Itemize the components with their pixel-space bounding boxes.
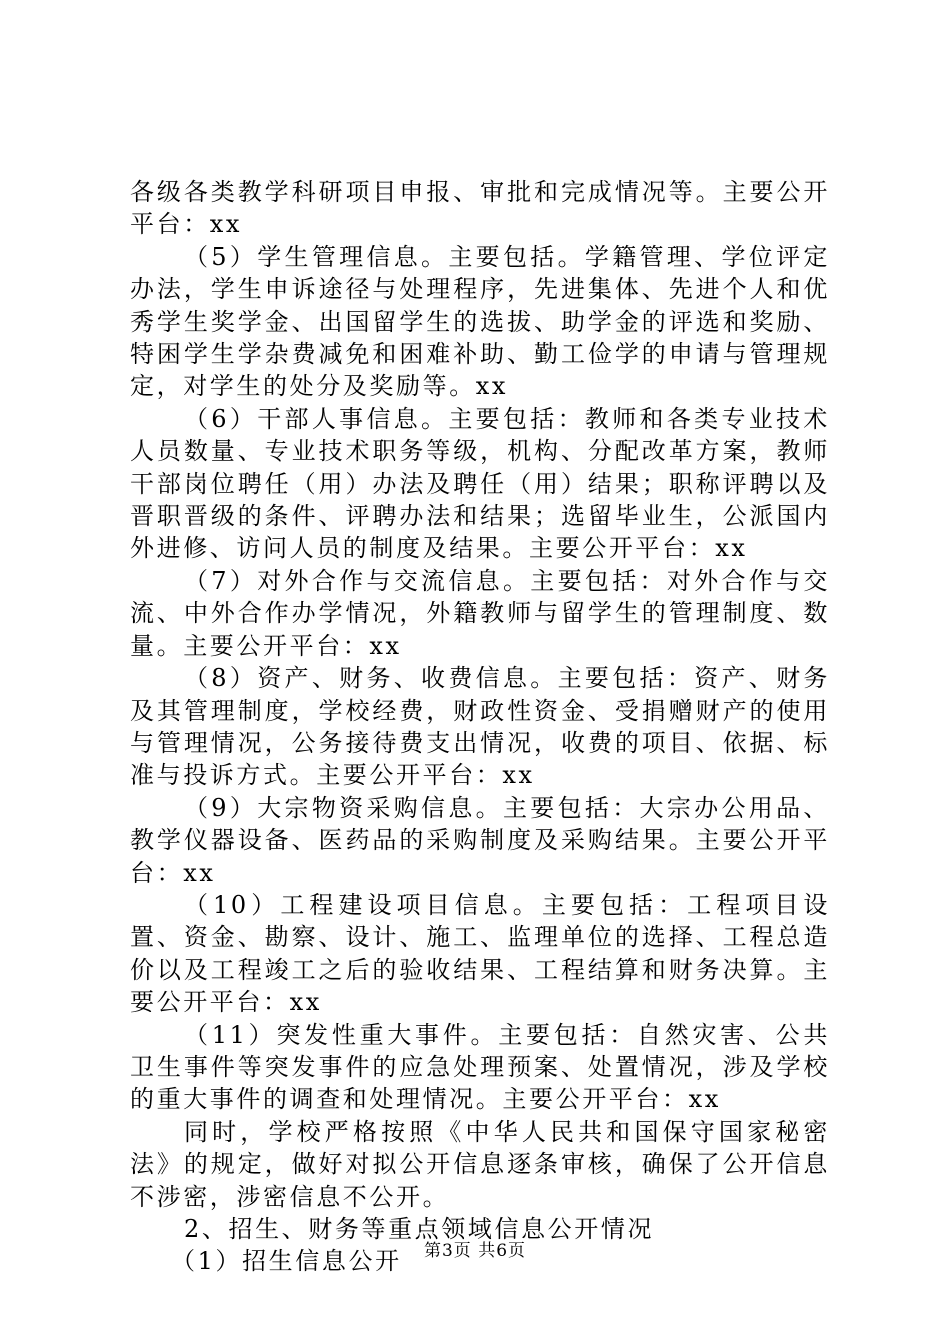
page-footer xyxy=(0,1240,950,1262)
paragraph-procurement: （9）大宗物资采购信息。主要包括：大宗办公用品、教学仪器设备、医药品的采购制度及采购结果。主要公开平台：xx xyxy=(130,793,830,887)
subsection-heading-admissions: （1）招生信息公开 xyxy=(171,1247,402,1276)
paragraph-external-cooperation: （7）对外合作与交流信息。主要包括：对外合作与交流、中外合作办学情况，外籍教师与留学生的管理制度、数量。主要公开平台：xx xyxy=(130,566,830,660)
paragraph-construction-projects: （10）工程建设项目信息。主要包括：工程项目设置、资金、勘察、设计、施工、监理单位的选择、工程总造价以及工程竣工之后的验收结果、工程结算和财务决算。主要公开平台：xx xyxy=(130,890,830,1017)
paragraph-emergency-events: （11）突发性重大事件。主要包括：自然灾害、公共卫生事件等突发事件的应急处理预案、处置情况，涉及学校的重大事件的调查和处理情况。主要公开平台：xx xyxy=(130,1020,830,1114)
paragraph-personnel-info: （6）干部人事信息。主要包括：教师和各类专业技术人员数量、专业技术职务等级，机构、分配改革方案，教师干部岗位聘任（用）办法及聘任（用）结果；职称评聘以及晋职晋级的条件、评聘办法和结果；选留毕业生，公派国内外进修、访问人员的制度及结果。主要公开平台：xx xyxy=(130,404,830,563)
paragraph-research-projects-continued: 各级各类教学科研项目申报、审批和完成情况等。主要公开平台：xx xyxy=(130,178,830,239)
paragraph-assets-finance: （8）资产、财务、收费信息。主要包括：资产、财务及其管理制度，学校经费，财政性资金、受捐赠财产的使用与管理情况，公务接待费支出情况，收费的项目、依据、标准与投诉方式。主要公开平台：xx xyxy=(130,664,830,790)
document-body xyxy=(130,176,830,1278)
paragraph-student-management: （5）学生管理信息。主要包括。学籍管理、学位评定办法，学生申诉途径与处理程序，先进集体、先进个人和优秀学生奖学金、出国留学生的选拔、助学金的评选和奖励、特困学生学杂费减免和困难补助、勤工俭学的申请与管理规定，对学生的处分及奖励等。xx xyxy=(130,242,830,401)
page-number-label: 第3页 共6页 xyxy=(423,1241,527,1261)
paragraph-confidentiality: 同时，学校严格按照《中华人民共和国保守国家秘密法》的规定，做好对拟公开信息逐条审核，确保了公开信息不涉密，涉密信息不公开。 xyxy=(130,1117,830,1211)
section-heading-key-areas: 2、招生、财务等重点领域信息公开情况 xyxy=(184,1215,655,1243)
